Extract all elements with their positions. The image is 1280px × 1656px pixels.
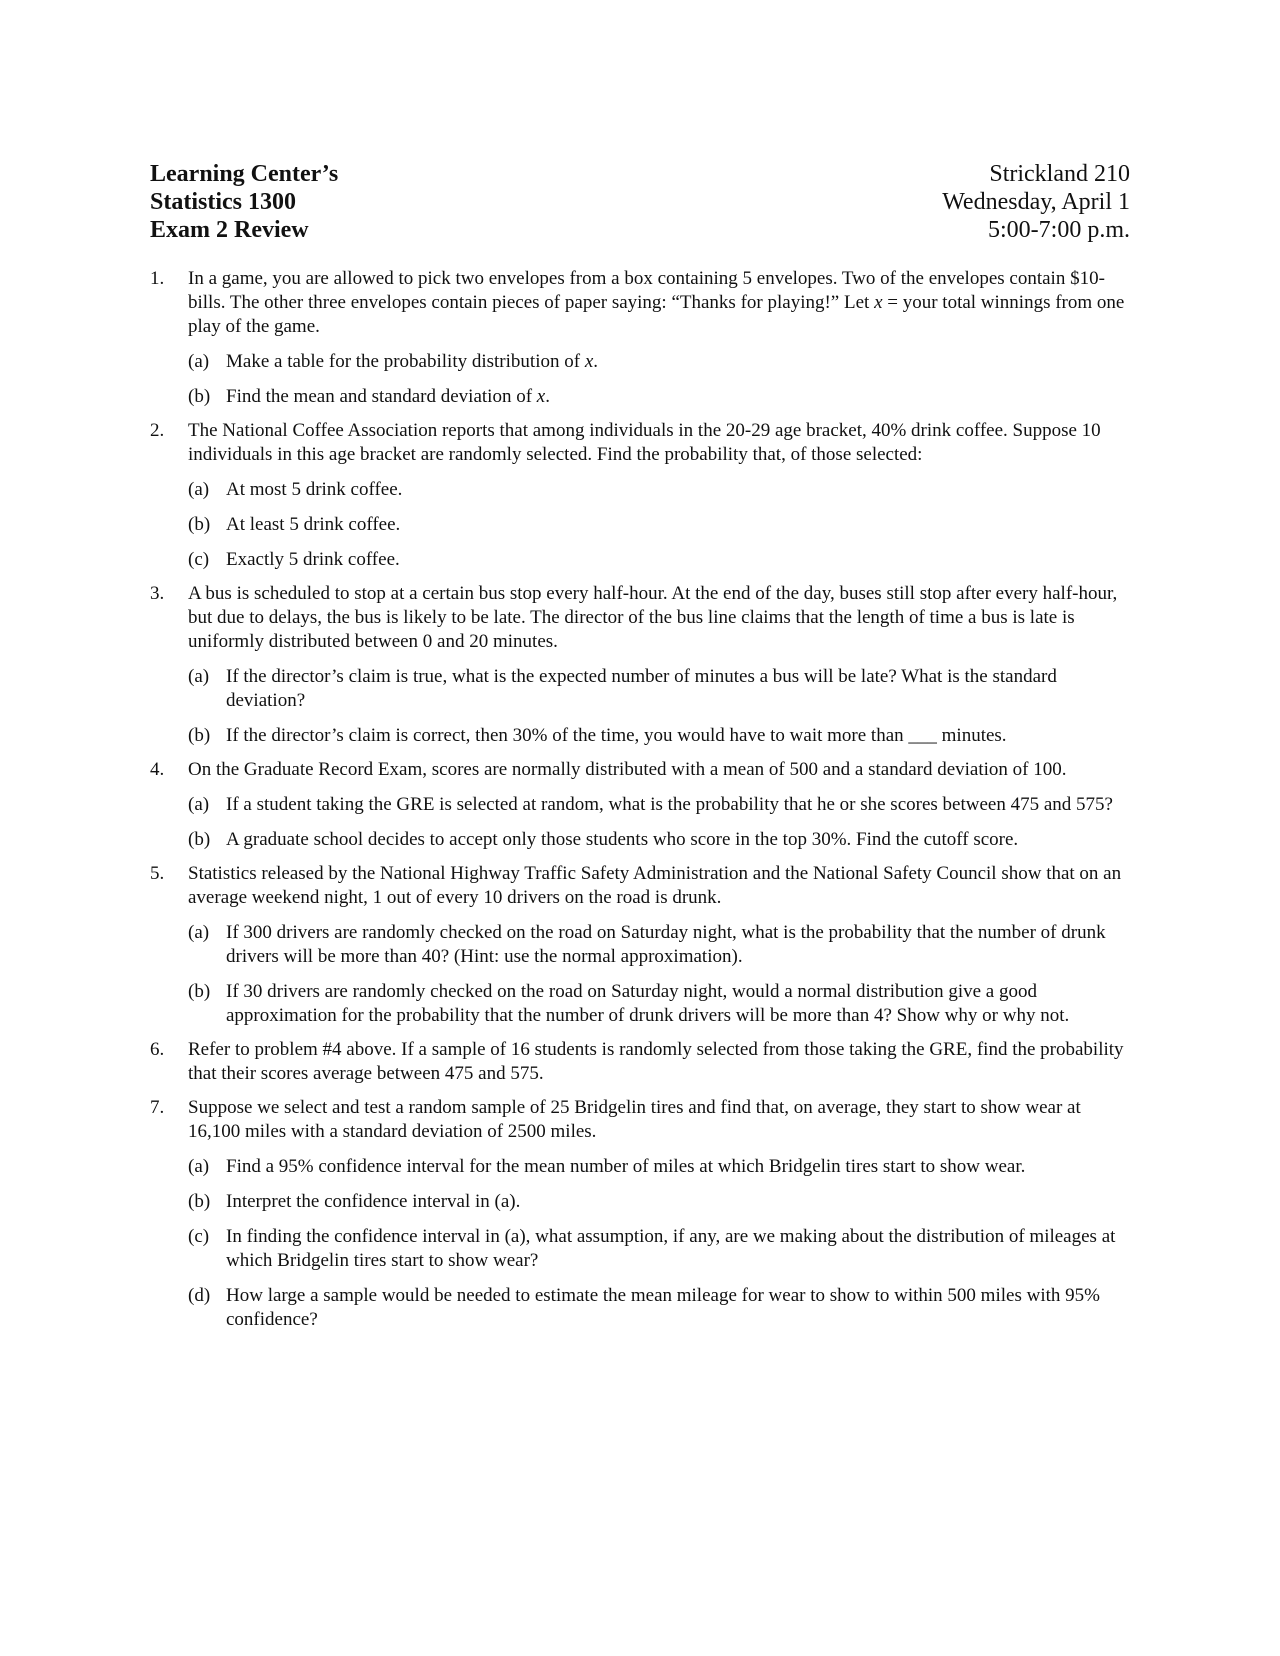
question-2 — [150, 419, 1130, 572]
part-text-segment: . — [593, 351, 598, 372]
part-text: Interpret the confidence interval in (a). — [226, 1191, 521, 1212]
question-text: Suppose we select and test a random sample of 25 Bridgelin tires and find that, on average, they start to show wear at 16,100 miles with a standard deviation of 2500 miles. — [188, 1097, 1081, 1142]
question-parts — [188, 350, 1130, 409]
question-text: A bus is scheduled to stop at a certain bus stop every half-hour. At the end of the day, buses still stop after every half-hour, but due to delays, the bus is likely to be late. The director of the bus line claims that the length of time a bus is late is uniformly distributed between 0 and 20 minutes. — [188, 583, 1118, 652]
part-label: (b) — [188, 725, 211, 746]
part-text: How large a sample would be needed to estimate the mean mileage for wear to show to within 500 miles with 95% confidence? — [226, 1285, 1100, 1330]
question-2-part-b — [188, 513, 1130, 537]
part-label: (b) — [188, 981, 211, 1002]
part-label: (b) — [188, 1191, 211, 1212]
part-label: (a) — [188, 794, 210, 815]
question-number: 7. — [150, 1097, 165, 1118]
question-5 — [150, 862, 1130, 1028]
variable-x: x — [584, 351, 594, 372]
question-number: 2. — [150, 420, 165, 441]
question-7-part-c — [188, 1225, 1130, 1273]
part-label: (b) — [188, 514, 211, 535]
question-number: 6. — [150, 1039, 165, 1060]
part-text: If 300 drivers are randomly checked on the road on Saturday night, what is the probability that the number of drunk drivers will be more than 40? (Hint: use the normal approximation). — [226, 922, 1106, 967]
header-date: Wednesday, April 1 — [942, 189, 1130, 215]
part-text: If the director’s claim is true, what is the expected number of minutes a bus will be late? What is the standard deviation? — [226, 666, 1057, 711]
question-parts — [188, 665, 1130, 748]
question-2-part-c — [188, 548, 1130, 572]
part-text — [226, 386, 550, 407]
question-5-part-a — [188, 921, 1130, 969]
question-parts — [188, 1155, 1130, 1332]
part-label: (b) — [188, 829, 211, 850]
header-title: Exam 2 Review — [150, 217, 309, 243]
document-page — [150, 160, 1130, 1342]
part-label: (c) — [188, 1226, 210, 1247]
part-label: (b) — [188, 386, 211, 407]
part-label: (a) — [188, 666, 210, 687]
question-text: The National Coffee Association reports that among individuals in the 20-29 age bracket, 40% drink coffee. Suppose 10 individuals in this age bracket are randomly selected. Find the probability that, of those selected: — [188, 420, 1101, 465]
header-course: Statistics 1300 — [150, 189, 296, 215]
part-label: (a) — [188, 922, 210, 943]
question-text: Refer to problem #4 above. If a sample of 16 students is randomly selected from those taking the GRE, find the probability that their scores average between 475 and 575. — [188, 1039, 1124, 1084]
part-text: At most 5 drink coffee. — [226, 479, 403, 500]
header-location: Strickland 210 — [989, 161, 1130, 187]
part-text: If a student taking the GRE is selected at random, what is the probability that he or she scores between 475 and 575? — [226, 794, 1113, 815]
question-parts — [188, 478, 1130, 572]
part-label: (a) — [188, 479, 210, 500]
part-text — [226, 351, 598, 372]
part-label: (c) — [188, 549, 210, 570]
question-parts — [188, 921, 1130, 1028]
part-label: (a) — [188, 1156, 210, 1177]
question-2-part-a — [188, 478, 1130, 502]
question-7 — [150, 1096, 1130, 1332]
part-text: A graduate school decides to accept only those students who score in the top 30%. Find the cutoff score. — [226, 829, 1019, 850]
question-number: 3. — [150, 583, 165, 604]
question-text-part: = your total winnings from one play of the game. — [188, 292, 1125, 337]
question-7-part-d — [188, 1284, 1130, 1332]
question-1-part-a — [188, 350, 1130, 374]
question-7-part-a — [188, 1155, 1130, 1179]
part-text-segment: . — [545, 386, 550, 407]
header-left-block — [150, 160, 338, 244]
document-header — [150, 160, 1130, 244]
part-text: If 30 drivers are randomly checked on the road on Saturday night, would a normal distribution give a good approximation for the probability that the number of drunk drivers will be more than 4? Show why or why not. — [226, 981, 1070, 1026]
question-7-part-b — [188, 1190, 1130, 1214]
question-parts — [188, 793, 1130, 852]
question-text: On the Graduate Record Exam, scores are normally distributed with a mean of 500 and a standard deviation of 100. — [188, 759, 1067, 780]
part-text-segment: Make a table for the probability distribution of — [226, 351, 585, 372]
question-number: 1. — [150, 268, 165, 289]
question-text — [188, 267, 1130, 339]
question-3 — [150, 582, 1130, 748]
question-3-part-b — [188, 724, 1130, 748]
part-text: Find a 95% confidence interval for the mean number of miles at which Bridgelin tires start to show wear. — [226, 1156, 1026, 1177]
question-list — [150, 267, 1130, 1332]
question-1-part-b — [188, 385, 1130, 409]
part-label: (a) — [188, 351, 210, 372]
question-number: 4. — [150, 759, 165, 780]
question-3-part-a — [188, 665, 1130, 713]
part-text: In finding the confidence interval in (a), what assumption, if any, are we making about the distribution of mileages at which Bridgelin tires start to show wear? — [226, 1226, 1116, 1271]
header-right-block — [942, 160, 1130, 244]
question-4-part-b — [188, 828, 1130, 852]
variable-x: x — [536, 386, 546, 407]
question-text: Statistics released by the National Highway Traffic Safety Administration and the National Safety Council show that on an average weekend night, 1 out of every 10 drivers on the road is drunk. — [188, 863, 1122, 908]
part-text-segment: Find the mean and standard deviation of — [226, 386, 537, 407]
part-text: If the director’s claim is correct, then 30% of the time, you would have to wait more than ___ minutes. — [226, 725, 1007, 746]
part-text: Exactly 5 drink coffee. — [226, 549, 400, 570]
question-6 — [150, 1038, 1130, 1086]
part-text: At least 5 drink coffee. — [226, 514, 401, 535]
variable-x: x — [874, 292, 883, 313]
header-time: 5:00-7:00 p.m. — [988, 217, 1130, 243]
question-1 — [150, 267, 1130, 409]
question-number: 5. — [150, 863, 165, 884]
question-4 — [150, 758, 1130, 852]
question-4-part-a — [188, 793, 1130, 817]
question-5-part-b — [188, 980, 1130, 1028]
header-center-name: Learning Center’s — [150, 161, 339, 187]
question-text-part: In a game, you are allowed to pick two envelopes from a box containing 5 envelopes. Two of the envelopes contain $10-bills. The other three envelopes contain pieces of paper saying: “Thanks for playing!” Let — [188, 268, 1105, 313]
part-label: (d) — [188, 1285, 211, 1306]
